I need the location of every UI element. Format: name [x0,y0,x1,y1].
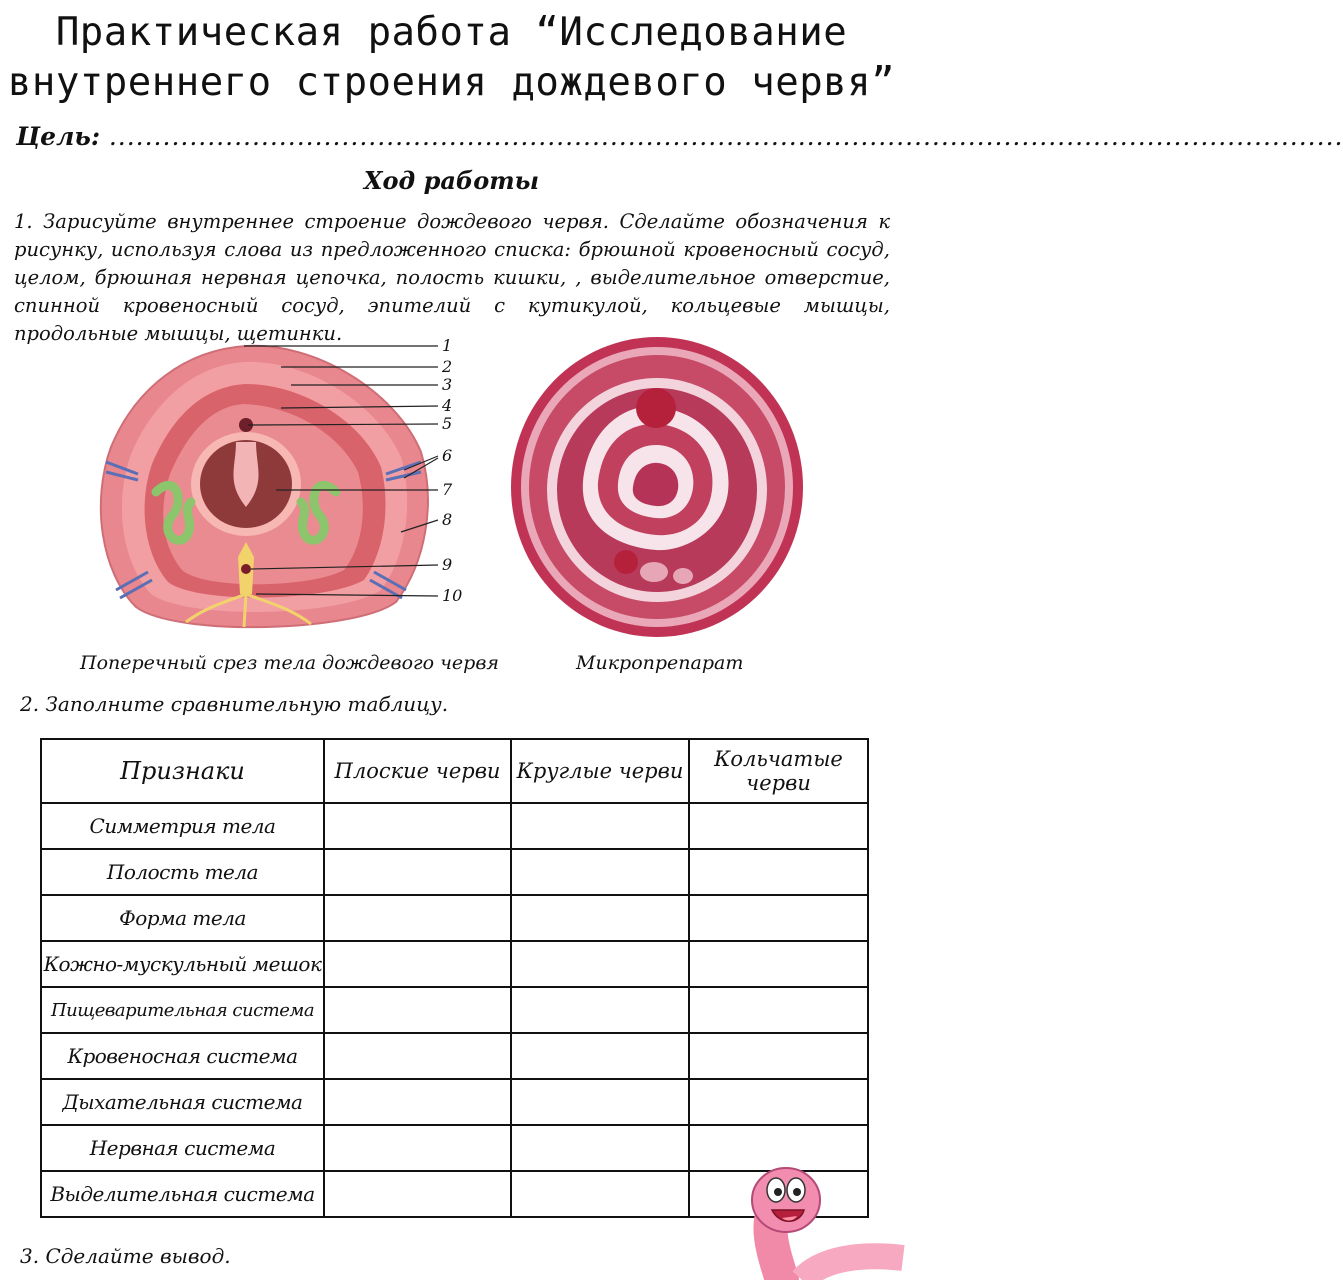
cross-section-diagram [76,332,476,642]
answer-cell[interactable] [689,987,868,1033]
answer-cell[interactable] [511,1079,689,1125]
answer-cell[interactable] [511,895,689,941]
answer-cell[interactable] [689,1033,868,1079]
table-row [41,1079,868,1125]
answer-cell[interactable] [324,895,511,941]
answer-cell[interactable] [689,895,868,941]
comparison-table [40,738,869,1218]
caption-micro: Микропрепарат [576,652,744,674]
header-roundworms: Круглые черви [511,739,689,803]
task-1-text: 1. Зарисуйте внутреннее строение дождевого червя. Сделайте обозначения к рисунку, используя слова из предложенного списка: брюшной кровеносный сосуд, целом, брюшная нервная цепочка, полость кишки, , выделительное отверстие, спинной кровеносный сосуд, эпителий с кутикулой, кольцевые мышцы, продольные мышцы, щетинки. [14,210,890,345]
answer-cell[interactable] [511,1033,689,1079]
worm-mascot-illustration [742,1158,903,1280]
goal-label: Цель: [16,122,101,151]
answer-cell[interactable] [324,1079,511,1125]
title-line-2: внутреннего строения дождевого червя” [7,60,896,105]
label-7: 7 [442,480,453,499]
task-2-text: 2. Заполните сравнительную таблицу. [20,692,449,716]
worksheet-title [0,8,903,108]
row-label: Выделительная система [41,1171,324,1217]
label-2: 2 [442,357,453,376]
label-8: 8 [442,510,453,529]
answer-cell[interactable] [324,941,511,987]
task-3-text: 3. Сделайте вывод. [20,1244,231,1268]
answer-cell[interactable] [324,849,511,895]
table-row [41,987,868,1033]
label-5: 5 [442,414,453,433]
answer-cell[interactable] [324,1125,511,1171]
label-9: 9 [442,555,453,574]
row-label: Полость тела [41,849,324,895]
caption-cross-section: Поперечный срез тела дождевого червя [80,652,499,674]
label-3: 3 [442,375,453,394]
row-label: Кровеносная система [41,1033,324,1079]
header-flatworms: Плоские черви [324,739,511,803]
answer-cell[interactable] [324,1033,511,1079]
micro-dorsal-vessel [636,388,676,428]
progress-heading: Ход работы [363,166,540,195]
label-1: 1 [442,336,453,355]
row-label: Кожно-мускульный мешок [41,941,324,987]
answer-cell[interactable] [324,987,511,1033]
header-features: Признаки [41,739,324,803]
table-header-row [41,739,868,803]
header-annelids: Кольчатые черви [689,739,868,803]
answer-cell[interactable] [511,1171,689,1217]
answer-cell[interactable] [511,941,689,987]
answer-cell[interactable] [511,987,689,1033]
answer-cell[interactable] [689,803,868,849]
goal-line[interactable] [16,122,1343,151]
table-row [41,1033,868,1079]
label-4: 4 [442,396,453,415]
answer-cell[interactable] [511,803,689,849]
row-label: Нервная система [41,1125,324,1171]
answer-cell[interactable] [511,849,689,895]
table-row [41,941,868,987]
label-10: 10 [442,586,463,605]
table-row [41,803,868,849]
micro-ventral-vessel [614,550,638,574]
ventral-vessel [241,564,251,574]
row-label: Пищеварительная система [41,987,324,1033]
answer-cell[interactable] [689,941,868,987]
table-row [41,895,868,941]
answer-cell[interactable] [689,1079,868,1125]
answer-cell[interactable] [324,1171,511,1217]
row-label: Дыхательная система [41,1079,324,1125]
answer-cell[interactable] [511,1125,689,1171]
answer-cell[interactable] [689,849,868,895]
row-label: Форма тела [41,895,324,941]
label-6: 6 [442,446,453,465]
table-row [41,849,868,895]
row-label: Симметрия тела [41,803,324,849]
goal-dotted-field[interactable]: .......................................................................................................................................... [108,122,1343,151]
micro-preparation-image [508,332,806,642]
title-line-1: Практическая работа “Исследование [55,10,848,55]
answer-cell[interactable] [324,803,511,849]
